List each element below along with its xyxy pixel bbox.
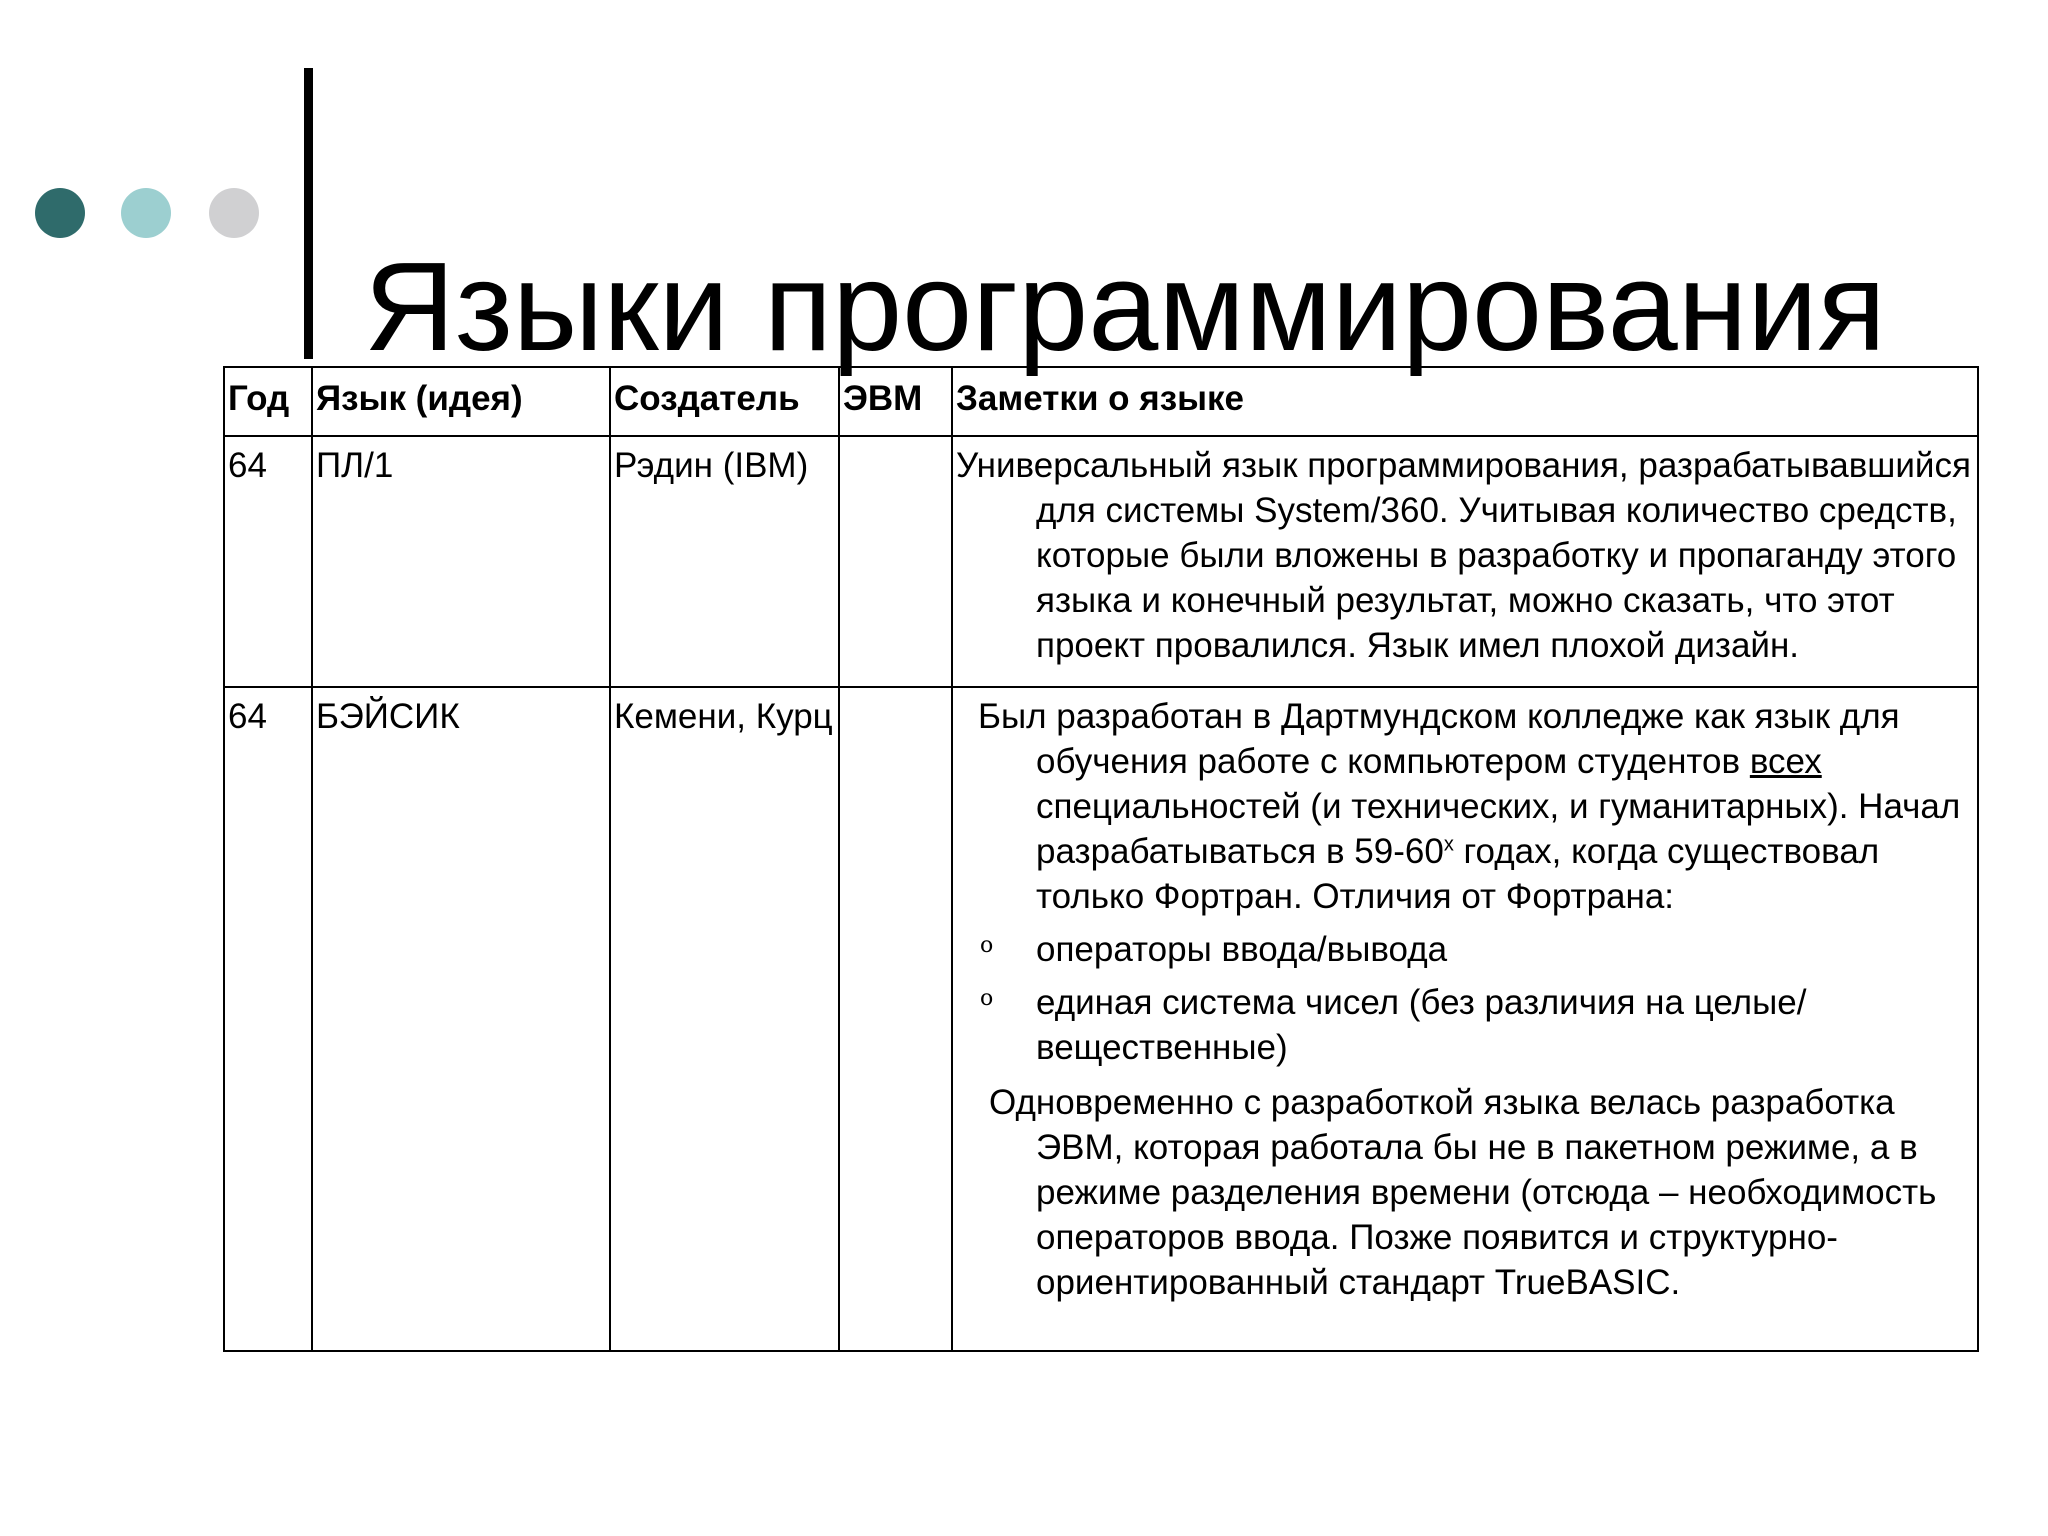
notes-intro-superscript: х: [1443, 833, 1454, 856]
cell-language: ПЛ/1: [312, 436, 610, 687]
bullet-text: единая система чисел (без различия на целые/вещественные): [1036, 983, 1807, 1067]
table-row: [224, 436, 1978, 687]
bullet-marker-icon: o: [980, 986, 994, 1011]
notes-intro: [956, 694, 1974, 919]
cell-creator: Рэдин (IBM): [610, 436, 839, 687]
bullet-text: операторы ввода/вывода: [1036, 930, 1448, 969]
notes-bullet-list: [956, 927, 1974, 1070]
header-language: Язык (идея): [312, 367, 610, 436]
notes-intro-part1: Был разработан в Дартмундском колледже как язык для обучения работе с компьютером студентов: [978, 697, 1900, 781]
table-header-row: [224, 367, 1978, 436]
header-notes: Заметки о языке: [952, 367, 1978, 436]
languages-table: [223, 366, 1979, 1352]
header-creator: Создатель: [610, 367, 839, 436]
cell-notes: [952, 436, 1978, 687]
slide-title: Языки программирования: [364, 236, 1886, 378]
notes-text: Универсальный язык программирования, разрабатывавшийся для системы System/360. Учитывая количество средств, которые были вложены в разработку и пропаганду этого языка и конечный результат, можно сказать, что этот проект провалился. Язык имел плохой дизайн.: [956, 446, 1971, 665]
cell-year: 64: [224, 687, 312, 1351]
cell-language: БЭЙСИК: [312, 687, 610, 1351]
notes-intro-underlined: всех: [1749, 742, 1822, 781]
title-divider: [304, 68, 313, 359]
bullet-marker-icon: o: [980, 933, 994, 958]
cell-creator: Кемени, Курц: [610, 687, 839, 1351]
list-item: [956, 980, 1974, 1070]
header-computer: ЭВМ: [839, 367, 952, 436]
cell-year: 64: [224, 436, 312, 687]
table-row: [224, 687, 1978, 1351]
cell-computer: [839, 687, 952, 1351]
header-year: Год: [224, 367, 312, 436]
notes-intro-part2: специальностей (и технических, и гуманитарных). Начал разрабатываться в 59-60: [1036, 787, 1961, 871]
notes-outro: Одновременно с разработкой языка велась разработка ЭВМ, которая работала бы не в пакетном режиме, а в режиме разделения времени (отсюда – необходимость операторов ввода. Позже появится и структурно-ориентированный стандарт TrueBASIC.: [989, 1083, 1937, 1302]
notes-intro-part3: годах, когда существовал только Фортран. Отличия от Фортрана:: [1036, 832, 1880, 916]
decor-dot-light: [121, 188, 171, 238]
cell-notes: [952, 687, 1978, 1351]
list-item: [956, 927, 1974, 972]
decor-dot-grey: [209, 188, 259, 238]
cell-computer: [839, 436, 952, 687]
decor-dot-dark: [35, 188, 85, 238]
